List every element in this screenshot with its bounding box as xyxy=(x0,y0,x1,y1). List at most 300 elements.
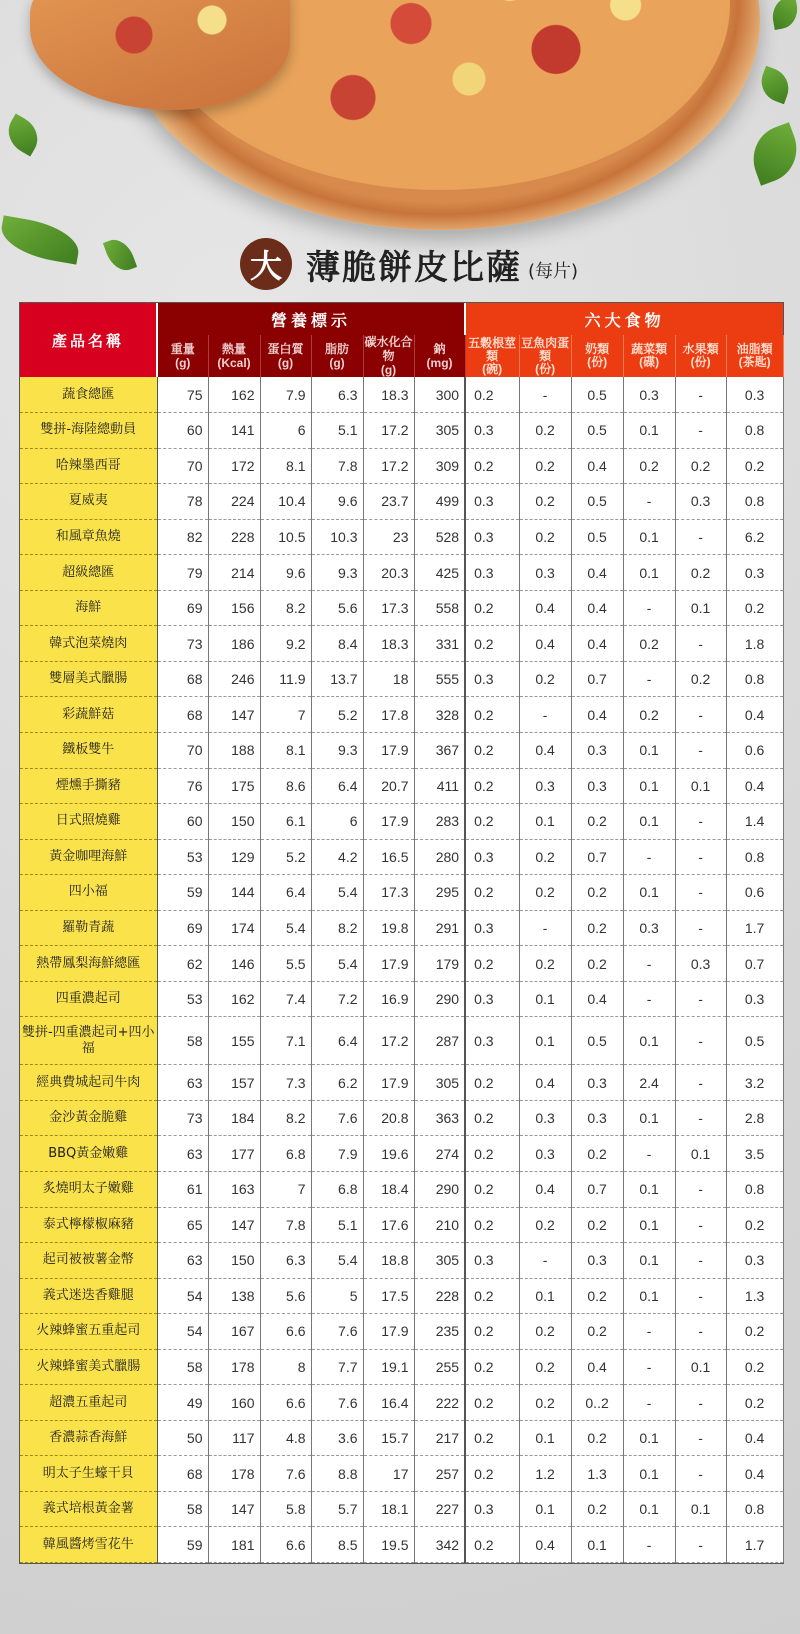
food-group-value-cell: - xyxy=(623,661,675,697)
table-row xyxy=(20,1100,783,1136)
nutrition-value-cell: 23.7 xyxy=(363,484,414,520)
nutrition-value-cell: 5.5 xyxy=(260,946,311,982)
nutrition-value-cell: 63 xyxy=(157,1136,208,1172)
food-group-value-cell: 0.4 xyxy=(519,1065,571,1101)
food-group-value-cell: 0.3 xyxy=(465,839,519,875)
food-group-value-cell: 0.4 xyxy=(726,1420,783,1456)
nutrition-table-wrapper xyxy=(19,302,784,1564)
food-group-value-cell: 0.2 xyxy=(519,839,571,875)
food-group-value-cell: 0.6 xyxy=(726,732,783,768)
nutrition-value-cell: 5.1 xyxy=(311,1207,363,1243)
nutrition-value-cell: 178 xyxy=(208,1349,260,1385)
column-unit: (g) xyxy=(175,356,191,370)
nutrition-value-cell: 20.8 xyxy=(363,1100,414,1136)
food-group-value-cell: 0.5 xyxy=(571,519,623,555)
basil-leaf xyxy=(103,235,137,275)
nutrition-value-cell: 144 xyxy=(208,875,260,911)
food-group-value-cell: 0.5 xyxy=(571,413,623,449)
column-header xyxy=(414,335,465,377)
nutrition-value-cell: 17.2 xyxy=(363,448,414,484)
column-unit: (g) xyxy=(380,363,397,377)
food-group-value-cell: 0.2 xyxy=(726,1207,783,1243)
food-group-value-cell: 0.1 xyxy=(623,1243,675,1279)
food-group-value-cell: 0.1 xyxy=(675,768,726,804)
food-group-value-cell: 0.4 xyxy=(571,981,623,1017)
nutrition-value-cell: 363 xyxy=(414,1100,465,1136)
nutrition-value-cell: 163 xyxy=(208,1171,260,1207)
food-group-value-cell: 0.3 xyxy=(465,519,519,555)
product-name-cell: 香濃蒜香海鮮 xyxy=(20,1420,157,1456)
product-name-cell: 超級總匯 xyxy=(20,555,157,591)
food-group-value-cell: - xyxy=(623,839,675,875)
nutrition-value-cell: 8.1 xyxy=(260,732,311,768)
food-group-value-cell: 0.8 xyxy=(726,413,783,449)
nutrition-value-cell: 291 xyxy=(414,910,465,946)
food-group-value-cell: 0.3 xyxy=(726,555,783,591)
food-group-value-cell: - xyxy=(675,804,726,840)
nutrition-value-cell: 5.4 xyxy=(311,946,363,982)
product-name-cell: 煙燻手撕豬 xyxy=(20,768,157,804)
food-group-value-cell: 0.3 xyxy=(571,1243,623,1279)
column-header xyxy=(208,335,260,377)
food-group-value-cell: 0.4 xyxy=(571,590,623,626)
nutrition-value-cell: 7.9 xyxy=(260,377,311,413)
nutrition-value-cell: 309 xyxy=(414,448,465,484)
food-group-value-cell: 0.7 xyxy=(726,946,783,982)
nutrition-value-cell: 18.3 xyxy=(363,377,414,413)
nutrition-value-cell: 17.2 xyxy=(363,413,414,449)
food-group-value-cell: 0.2 xyxy=(571,910,623,946)
table-row xyxy=(20,1385,783,1421)
food-group-value-cell: 0.2 xyxy=(465,377,519,413)
food-group-value-cell: 0.3 xyxy=(519,768,571,804)
nutrition-value-cell: 7 xyxy=(260,697,311,733)
table-row xyxy=(20,413,783,449)
nutrition-value-cell: 6.6 xyxy=(260,1527,311,1563)
table-row xyxy=(20,377,783,413)
food-group-value-cell: 1.3 xyxy=(726,1278,783,1314)
food-group-value-cell: - xyxy=(675,981,726,1017)
food-group-value-cell: 0.2 xyxy=(519,413,571,449)
food-group-value-cell: 0.2 xyxy=(465,1349,519,1385)
food-group-value-cell: 0.2 xyxy=(465,697,519,733)
product-name-cell: BBQ黃金嫩雞 xyxy=(20,1136,157,1172)
food-group-value-cell: - xyxy=(623,946,675,982)
product-name-cell: 明太子生蠔干貝 xyxy=(20,1456,157,1492)
nutrition-value-cell: 62 xyxy=(157,946,208,982)
food-group-value-cell: 0.2 xyxy=(465,1456,519,1492)
food-group-value-cell: 0.4 xyxy=(519,590,571,626)
food-group-value-cell: - xyxy=(519,377,571,413)
food-group-value-cell: 0.3 xyxy=(519,1100,571,1136)
nutrition-value-cell: 17.6 xyxy=(363,1207,414,1243)
nutrition-value-cell: 235 xyxy=(414,1314,465,1350)
food-group-value-cell: 0.1 xyxy=(623,1420,675,1456)
column-unit: (Kcal) xyxy=(217,356,251,370)
nutrition-value-cell: 17.9 xyxy=(363,1065,414,1101)
column-unit: (g) xyxy=(329,356,345,370)
nutrition-value-cell: 227 xyxy=(414,1491,465,1527)
nutrition-value-cell: 305 xyxy=(414,1243,465,1279)
nutrition-value-cell: 63 xyxy=(157,1065,208,1101)
nutrition-value-cell: 179 xyxy=(414,946,465,982)
food-group-value-cell: 0.1 xyxy=(623,1017,675,1065)
food-group-value-cell: 0.3 xyxy=(465,981,519,1017)
nutrition-value-cell: 17 xyxy=(363,1456,414,1492)
food-group-value-cell: 0.3 xyxy=(465,1243,519,1279)
column-label: 重量 xyxy=(170,342,195,356)
food-group-value-cell: 1.4 xyxy=(726,804,783,840)
nutrition-value-cell: 53 xyxy=(157,839,208,875)
food-group-value-cell: 0.2 xyxy=(465,804,519,840)
nutrition-value-cell: 7.6 xyxy=(311,1385,363,1421)
food-group-value-cell: 0.8 xyxy=(726,484,783,520)
nutrition-value-cell: 79 xyxy=(157,555,208,591)
column-unit: (份) xyxy=(587,355,608,369)
food-group-value-cell: 0.3 xyxy=(465,1017,519,1065)
food-group-value-cell: 0.1 xyxy=(623,1278,675,1314)
food-group-value-cell: 0.3 xyxy=(623,910,675,946)
food-group-value-cell: 0.7 xyxy=(571,1171,623,1207)
nutrition-value-cell: 175 xyxy=(208,768,260,804)
food-group-value-cell: 2.8 xyxy=(726,1100,783,1136)
nutrition-value-cell: 174 xyxy=(208,910,260,946)
food-group-value-cell: 0.2 xyxy=(623,448,675,484)
food-group-value-cell: 0.2 xyxy=(571,1136,623,1172)
nutrition-value-cell: 78 xyxy=(157,484,208,520)
nutrition-value-cell: 147 xyxy=(208,1491,260,1527)
food-group-value-cell: 0.3 xyxy=(571,1065,623,1101)
nutrition-value-cell: 7.6 xyxy=(311,1314,363,1350)
food-group-value-cell: 0.2 xyxy=(726,1349,783,1385)
table-row xyxy=(20,910,783,946)
food-group-value-cell: - xyxy=(675,1420,726,1456)
food-group-value-cell: 0.2 xyxy=(465,732,519,768)
food-group-value-cell: 0.4 xyxy=(726,1456,783,1492)
nutrition-value-cell: 16.9 xyxy=(363,981,414,1017)
nutrition-value-cell: 58 xyxy=(157,1491,208,1527)
product-name-cell: 夏威夷 xyxy=(20,484,157,520)
food-group-value-cell: - xyxy=(623,1527,675,1563)
nutrition-value-cell: 222 xyxy=(414,1385,465,1421)
nutrition-value-cell: 274 xyxy=(414,1136,465,1172)
column-label: 蛋白質 xyxy=(267,342,304,356)
column-unit: (碟) xyxy=(639,355,660,369)
nutrition-table xyxy=(20,303,784,1563)
nutrition-value-cell: 10.5 xyxy=(260,519,311,555)
nutrition-value-cell: 16.5 xyxy=(363,839,414,875)
nutrition-value-cell: 69 xyxy=(157,910,208,946)
product-name-cell: 韓式泡菜燒肉 xyxy=(20,626,157,662)
table-row xyxy=(20,981,783,1017)
nutrition-value-cell: 10.3 xyxy=(311,519,363,555)
column-header xyxy=(726,335,783,377)
food-group-value-cell: 0.2 xyxy=(571,1207,623,1243)
table-row xyxy=(20,626,783,662)
nutrition-value-cell: 8.2 xyxy=(260,1100,311,1136)
nutrition-value-cell: 129 xyxy=(208,839,260,875)
food-group-value-cell: - xyxy=(675,1527,726,1563)
nutrition-value-cell: 8.5 xyxy=(311,1527,363,1563)
nutrition-value-cell: 68 xyxy=(157,697,208,733)
nutrition-value-cell: 18.8 xyxy=(363,1243,414,1279)
nutrition-value-cell: 7.3 xyxy=(260,1065,311,1101)
nutrition-value-cell: 3.6 xyxy=(311,1420,363,1456)
food-group-value-cell: 0.2 xyxy=(726,590,783,626)
product-name-cell: 蔬食總匯 xyxy=(20,377,157,413)
nutrition-value-cell: 6.8 xyxy=(311,1171,363,1207)
nutrition-value-cell: 69 xyxy=(157,590,208,626)
nutrition-value-cell: 367 xyxy=(414,732,465,768)
product-name-cell: 雙拼-四重濃起司+四小福 xyxy=(20,1017,157,1065)
basil-leaf xyxy=(1,114,45,157)
food-group-value-cell: - xyxy=(675,697,726,733)
food-group-value-cell: 6.2 xyxy=(726,519,783,555)
column-label: 熱量 xyxy=(221,342,246,356)
nutrition-value-cell: 146 xyxy=(208,946,260,982)
table-row xyxy=(20,1420,783,1456)
food-group-value-cell: 0.1 xyxy=(675,1491,726,1527)
product-name-cell: 哈辣墨西哥 xyxy=(20,448,157,484)
page-title xyxy=(240,236,578,292)
nutrition-value-cell: 17.9 xyxy=(363,946,414,982)
food-group-value-cell: 0.1 xyxy=(623,1491,675,1527)
column-label: 奶類 xyxy=(585,342,610,356)
food-group-value-cell: 0.1 xyxy=(571,1527,623,1563)
column-label: 五穀根莖類 xyxy=(468,335,517,363)
nutrition-value-cell: 5.4 xyxy=(311,1243,363,1279)
food-group-value-cell: 0.8 xyxy=(726,1491,783,1527)
food-group-value-cell: 0.1 xyxy=(519,1278,571,1314)
food-group-value-cell: 0.1 xyxy=(675,590,726,626)
food-group-value-cell: 0.2 xyxy=(571,946,623,982)
food-group-value-cell: 0.4 xyxy=(726,697,783,733)
table-row xyxy=(20,1349,783,1385)
nutrition-value-cell: 70 xyxy=(157,732,208,768)
nutrition-value-cell: 10.4 xyxy=(260,484,311,520)
nutrition-value-cell: 58 xyxy=(157,1017,208,1065)
table-body xyxy=(20,377,783,1563)
food-group-value-cell: 0.4 xyxy=(571,555,623,591)
food-group-value-cell: - xyxy=(675,1171,726,1207)
column-header xyxy=(157,335,208,377)
food-group-value-cell: 0.2 xyxy=(571,1491,623,1527)
nutrition-value-cell: 17.9 xyxy=(363,1314,414,1350)
food-group-value-cell: 0.3 xyxy=(726,1243,783,1279)
food-group-value-cell: 1.8 xyxy=(726,626,783,662)
nutrition-value-cell: 6.2 xyxy=(311,1065,363,1101)
nutrition-value-cell: 186 xyxy=(208,626,260,662)
food-group-value-cell: 0.1 xyxy=(519,1491,571,1527)
column-header xyxy=(260,335,311,377)
nutrition-value-cell: 9.6 xyxy=(311,484,363,520)
nutrition-value-cell: 75 xyxy=(157,377,208,413)
product-name-cell: 火辣蜂蜜美式臘腸 xyxy=(20,1349,157,1385)
nutrition-value-cell: 210 xyxy=(414,1207,465,1243)
food-group-value-cell: 0.5 xyxy=(571,1017,623,1065)
food-group-value-cell: 0.8 xyxy=(726,661,783,697)
nutrition-value-cell: 9.3 xyxy=(311,555,363,591)
nutrition-value-cell: 6 xyxy=(260,413,311,449)
product-name-cell: 海鮮 xyxy=(20,590,157,626)
nutrition-value-cell: 17.2 xyxy=(363,1017,414,1065)
nutrition-value-cell: 290 xyxy=(414,981,465,1017)
nutrition-value-cell: 305 xyxy=(414,1065,465,1101)
nutrition-value-cell: 8.1 xyxy=(260,448,311,484)
column-label: 水果類 xyxy=(682,342,719,356)
food-group-value-cell: - xyxy=(675,1314,726,1350)
food-group-value-cell: 0.2 xyxy=(465,1136,519,1172)
food-group-value-cell: 0.2 xyxy=(519,484,571,520)
product-name-cell: 和風章魚燒 xyxy=(20,519,157,555)
food-group-value-cell: 0.7 xyxy=(571,839,623,875)
column-header xyxy=(311,335,363,377)
product-name-cell: 熱帶鳳梨海鮮總匯 xyxy=(20,946,157,982)
food-group-value-cell: - xyxy=(675,839,726,875)
food-group-value-cell: 0.4 xyxy=(519,626,571,662)
nutrition-value-cell: 50 xyxy=(157,1420,208,1456)
column-label: 豆魚肉蛋類 xyxy=(521,335,570,363)
table-row xyxy=(20,661,783,697)
nutrition-value-cell: 214 xyxy=(208,555,260,591)
food-group-value-cell: 0.2 xyxy=(519,1207,571,1243)
food-group-value-cell: - xyxy=(623,1385,675,1421)
table-row xyxy=(20,1243,783,1279)
nutrition-value-cell: 246 xyxy=(208,661,260,697)
column-label: 蔬菜類 xyxy=(631,342,668,356)
table-row xyxy=(20,875,783,911)
food-group-value-cell: - xyxy=(675,1278,726,1314)
column-unit: (g) xyxy=(277,356,294,370)
food-group-value-cell: 0.1 xyxy=(675,1349,726,1385)
food-group-value-cell: 0.2 xyxy=(675,448,726,484)
food-group-value-cell: 0.4 xyxy=(571,448,623,484)
food-group-value-cell: 0.2 xyxy=(571,1278,623,1314)
table-row xyxy=(20,1065,783,1101)
nutrition-value-cell: 18.1 xyxy=(363,1491,414,1527)
nutrition-value-cell: 5.6 xyxy=(260,1278,311,1314)
table-row xyxy=(20,804,783,840)
product-name-cell: 炙燒明太子嫩雞 xyxy=(20,1171,157,1207)
nutrition-value-cell: 49 xyxy=(157,1385,208,1421)
nutrition-value-cell: 5.4 xyxy=(311,875,363,911)
food-group-value-cell: - xyxy=(675,732,726,768)
food-group-value-cell: 0.4 xyxy=(571,1349,623,1385)
product-name-cell: 起司被被薯金幣 xyxy=(20,1243,157,1279)
nutrition-value-cell: 73 xyxy=(157,1100,208,1136)
nutrition-value-cell: 5.6 xyxy=(311,590,363,626)
column-label: 鈉 xyxy=(433,342,446,356)
nutrition-value-cell: 141 xyxy=(208,413,260,449)
basil-leaf xyxy=(770,0,800,30)
food-group-value-cell: - xyxy=(675,1065,726,1101)
food-group-value-cell: 0.1 xyxy=(623,1207,675,1243)
basil-leaf xyxy=(0,215,83,264)
column-unit: (碗) xyxy=(482,361,503,376)
food-group-value-cell: 0.2 xyxy=(465,1420,519,1456)
table-row xyxy=(20,1314,783,1350)
food-group-value-cell: - xyxy=(675,875,726,911)
food-group-value-cell: 0.8 xyxy=(726,839,783,875)
food-group-value-cell: 0.1 xyxy=(519,1420,571,1456)
nutrition-value-cell: 150 xyxy=(208,1243,260,1279)
table-row xyxy=(20,1171,783,1207)
nutrition-value-cell: 65 xyxy=(157,1207,208,1243)
food-group-value-cell: 0.1 xyxy=(519,1017,571,1065)
table-row xyxy=(20,1017,783,1065)
food-group-value-cell: 0.7 xyxy=(571,661,623,697)
nutrition-value-cell: 7.1 xyxy=(260,1017,311,1065)
table-row xyxy=(20,768,783,804)
nutrition-value-cell: 17.5 xyxy=(363,1278,414,1314)
nutrition-value-cell: 6.3 xyxy=(260,1243,311,1279)
nutrition-value-cell: 181 xyxy=(208,1527,260,1563)
nutrition-value-cell: 162 xyxy=(208,981,260,1017)
table-row xyxy=(20,1456,783,1492)
food-group-value-cell: 0.1 xyxy=(623,519,675,555)
nutrition-value-cell: 295 xyxy=(414,875,465,911)
product-name-cell: 火辣蜂蜜五重起司 xyxy=(20,1314,157,1350)
nutrition-value-cell: 167 xyxy=(208,1314,260,1350)
food-group-value-cell: 0.2 xyxy=(571,804,623,840)
nutrition-value-cell: 287 xyxy=(414,1017,465,1065)
food-group-value-cell: 0.1 xyxy=(675,1136,726,1172)
column-header xyxy=(675,335,726,377)
food-group-value-cell: - xyxy=(675,1243,726,1279)
food-group-value-cell: 0.5 xyxy=(726,1017,783,1065)
nutrition-value-cell: 58 xyxy=(157,1349,208,1385)
nutrition-value-cell: 63 xyxy=(157,1243,208,1279)
food-group-value-cell: 0.6 xyxy=(726,875,783,911)
column-header xyxy=(363,335,414,377)
basil-leaf xyxy=(756,66,794,104)
nutrition-value-cell: 499 xyxy=(414,484,465,520)
food-group-value-cell: 0.2 xyxy=(465,1065,519,1101)
table-row xyxy=(20,697,783,733)
nutrition-value-cell: 7 xyxy=(260,1171,311,1207)
food-group-value-cell: 3.5 xyxy=(726,1136,783,1172)
product-name-cell: 彩蔬鮮菇 xyxy=(20,697,157,733)
nutrition-value-cell: 60 xyxy=(157,413,208,449)
food-group-value-cell: 0.4 xyxy=(519,1527,571,1563)
nutrition-value-cell: 8.8 xyxy=(311,1456,363,1492)
food-group-value-cell: 0.1 xyxy=(623,804,675,840)
nutrition-value-cell: 61 xyxy=(157,1171,208,1207)
name-header: 產品名稱 xyxy=(20,303,157,377)
food-group-value-cell: - xyxy=(623,981,675,1017)
nutrition-value-cell: 558 xyxy=(414,590,465,626)
nutrition-value-cell: 300 xyxy=(414,377,465,413)
nutrition-value-cell: 7.2 xyxy=(311,981,363,1017)
nutrition-value-cell: 224 xyxy=(208,484,260,520)
nutrition-value-cell: 6.4 xyxy=(311,768,363,804)
nutrition-value-cell: 280 xyxy=(414,839,465,875)
food-group-value-cell: 0.2 xyxy=(465,1314,519,1350)
nutrition-value-cell: 17.3 xyxy=(363,590,414,626)
nutrition-value-cell: 13.7 xyxy=(311,661,363,697)
product-name-cell: 鐵板雙牛 xyxy=(20,732,157,768)
nutrition-value-cell: 228 xyxy=(414,1278,465,1314)
nutrition-value-cell: 54 xyxy=(157,1314,208,1350)
nutrition-value-cell: 7.9 xyxy=(311,1136,363,1172)
nutrition-value-cell: 6.4 xyxy=(260,875,311,911)
table-row xyxy=(20,1278,783,1314)
nutrition-value-cell: 7.4 xyxy=(260,981,311,1017)
food-group-value-cell: 0.3 xyxy=(465,484,519,520)
food-group-value-cell: 1.7 xyxy=(726,1527,783,1563)
food-group-value-cell: - xyxy=(623,484,675,520)
food-group-value-cell: 1.7 xyxy=(726,910,783,946)
